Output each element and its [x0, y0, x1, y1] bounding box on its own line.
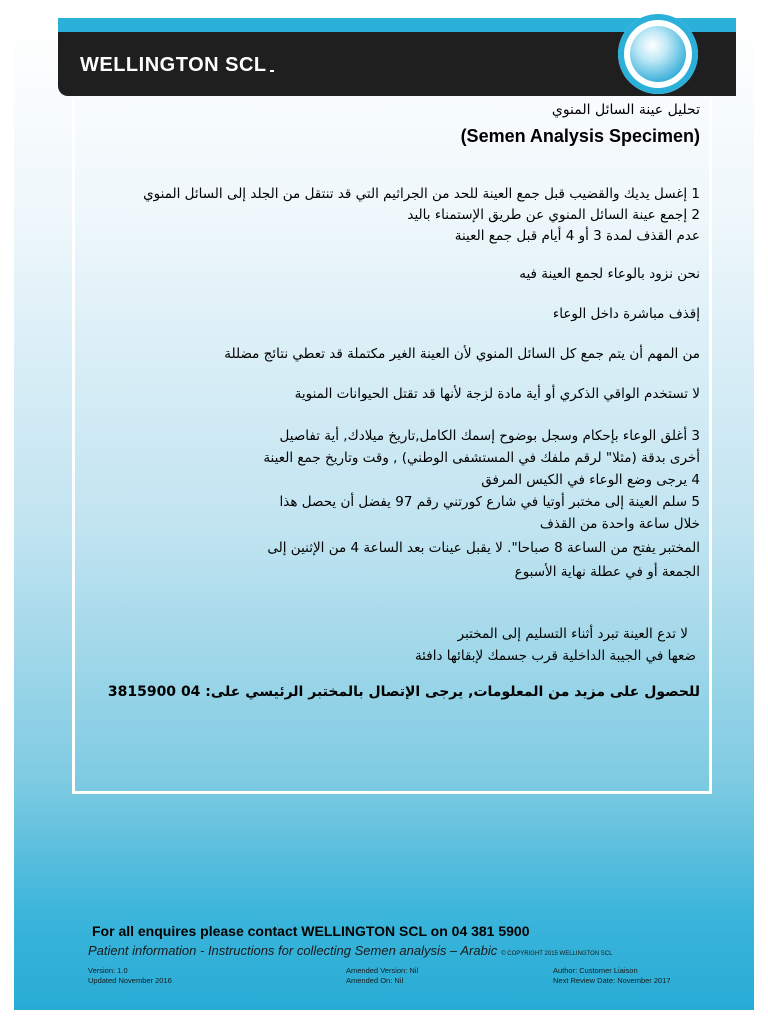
contact-phone-line: للحصول على مزيد من المعلومات, يرجى الإتصال بالمختبر الرئيسي على: 04 3815900: [107, 684, 700, 700]
footer-subtitle: [88, 943, 612, 958]
instruction-keep-warm-b: ضعها في الجيبة الداخلية قرب جسمك لإبقائها دافئة: [414, 648, 696, 664]
instruction-hours-a: المختبر يفتح من الساعة 8 صباحا". لا يقبل عينات بعد الساعة 4 من الإثنين إلى: [267, 540, 700, 556]
instruction-5a: 5 سلم العينة إلى مختبر أوتيا في شارع كورتني رقم 97 يفضل أن يحصل هذا: [279, 494, 700, 510]
brand-name: WELLINGTON SCL: [80, 54, 267, 76]
logo-sphere-icon: [630, 26, 686, 82]
instruction-1: 1 إغسل يديك والقضيب قبل جمع العينة للحد من الجراثيم التي قد تنتقل من الجلد إلى السائل المنوي: [143, 186, 700, 202]
footer-author-block: [553, 966, 671, 986]
instruction-ejaculate: إقذف مباشرة داخل الوعاء: [552, 306, 700, 322]
instruction-container: نحن نزود بالوعاء لجمع العينة فيه: [519, 266, 700, 282]
footer-version: Version: 1.0: [88, 966, 128, 975]
footer-author: Author: Customer Liaison: [553, 966, 638, 975]
instruction-3a: 3 أغلق الوعاء بإحكام وسجل بوضوح إسمك الكامل,تاريخ ميلادك, أية تفاصيل: [279, 428, 700, 444]
footer-amended-block: [346, 966, 418, 986]
footer-copyright: © COPYRIGHT 2015 WELLINGTON SCL: [501, 951, 613, 957]
instruction-no-condom: لا تستخدم الواقي الذكري أو أية مادة لزجة لأنها قد تقتل الحيوانات المنوية: [294, 386, 700, 402]
footer-next-review: Next Review Date: November 2017: [553, 976, 671, 985]
title-english: (Semen Analysis Specimen): [460, 126, 700, 146]
footer-subtitle-text: Patient information - Instructions for collecting Semen analysis – Arabic: [88, 943, 498, 958]
instruction-hours-b: الجمعة أو في عطلة نهاية الأسبوع: [514, 564, 700, 580]
footer-contact: For all enquires please contact WELLINGTON SCL on 04 381 5900: [92, 923, 530, 939]
footer-updated: Updated November 2016: [88, 976, 172, 985]
footer-amended-on: Amended On: Nil: [346, 976, 404, 985]
instruction-keep-warm-a: لا تدع العينة تبرد أثناء التسليم إلى المختبر: [457, 626, 688, 642]
brand-dot: [270, 70, 274, 72]
footer-version-block: [88, 966, 172, 986]
instruction-complete-sample: من المهم أن يتم جمع كل السائل المنوي لأن العينة الغير مكتملة قد تعطي نتائج مضللة: [224, 346, 700, 362]
instruction-4: 4 يرجى وضع الوعاء في الكيس المرفق: [481, 472, 700, 488]
footer-amended-version: Amended Version: Nil: [346, 966, 419, 975]
instruction-3b: أخرى بدقة (مثلا" لرقم ملفك في المستشفى الوطني) , وقت وتاريخ جمع العينة: [263, 450, 700, 466]
instruction-abstain: عدم القذف لمدة 3 أو 4 أيام قبل جمع العينة: [454, 228, 700, 244]
title-arabic: تحليل عينة السائل المنوي: [551, 102, 700, 118]
instruction-5b: خلال ساعة واحدة من القذف: [539, 516, 700, 532]
instruction-2: 2 إجمع عينة السائل المنوي عن طريق الإستمناء باليد: [407, 207, 700, 223]
